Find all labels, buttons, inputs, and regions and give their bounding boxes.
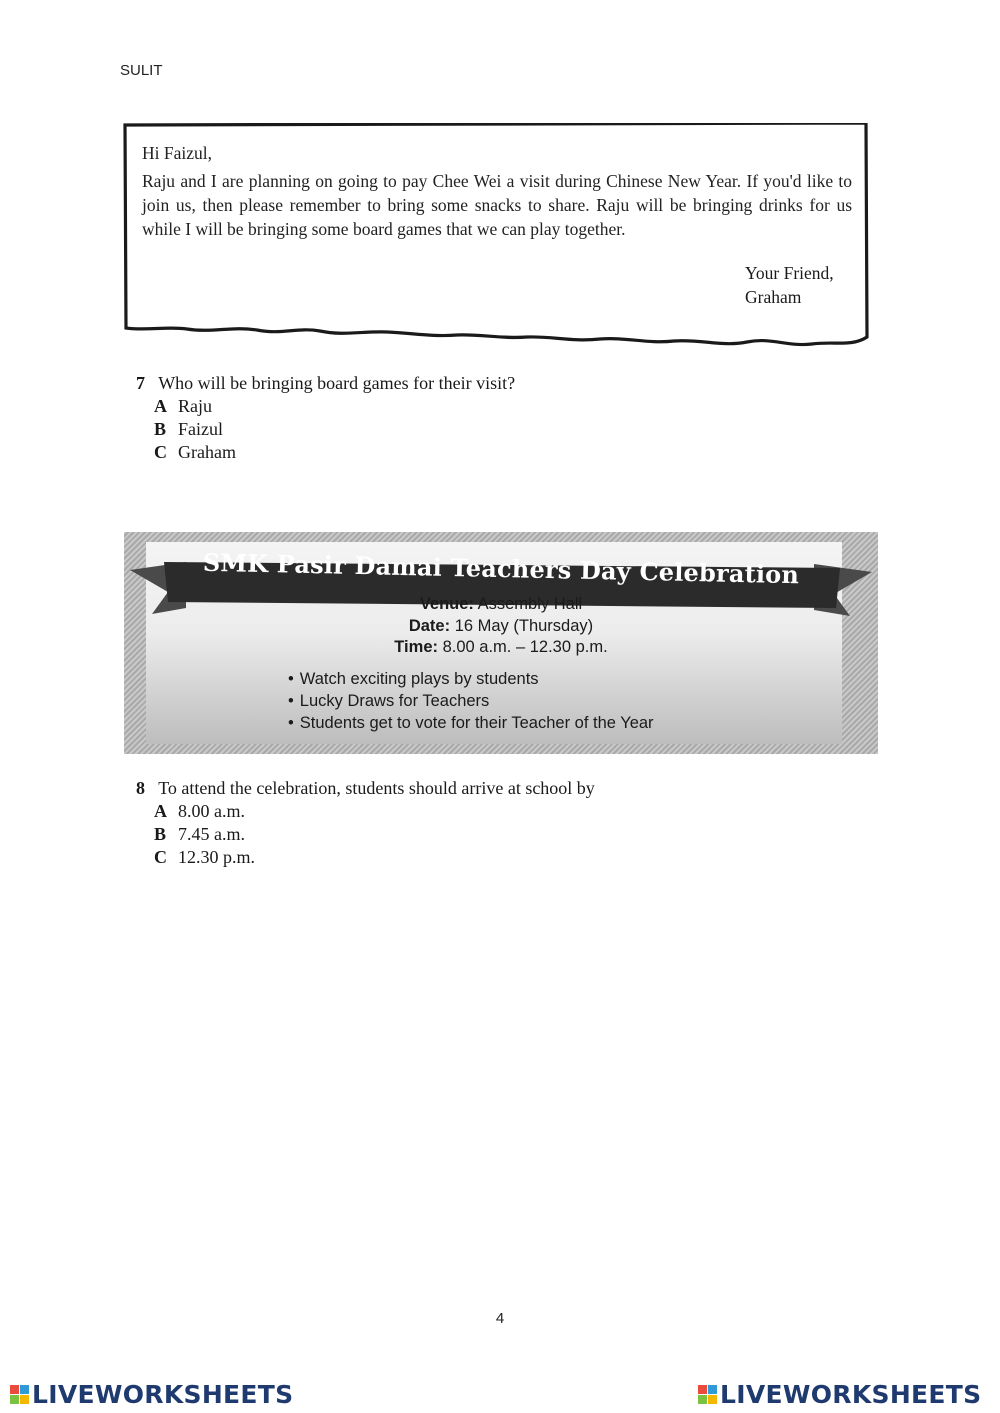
date-label: Date: <box>408 616 451 635</box>
option-text: Faizul <box>178 419 223 439</box>
option-letter: A <box>154 801 167 821</box>
question-8-number: 8 <box>136 778 145 798</box>
note-box <box>122 123 870 355</box>
brand-logo-left[interactable] <box>10 1380 293 1409</box>
poster-title: SMK Pasir Damai Teachers Day Celebration <box>202 547 800 590</box>
question-7-stem <box>136 372 515 395</box>
poster-time <box>124 637 878 659</box>
option-letter: A <box>154 396 167 416</box>
brand-text-right: LIVEWORKSHEETS <box>720 1380 982 1409</box>
signoff-closing: Your Friend, <box>745 263 834 283</box>
poster-bullet: • Watch exciting plays by students <box>288 668 654 690</box>
question-8 <box>136 777 595 869</box>
note-body: Raju and I are planning on going to pay Chee Wei a visit during Chinese New Year. If you'd like to join us, then please remember to bring some snacks to share. Raju will be bringing drinks for us while I will be bringing some board games that we can play together. <box>142 171 852 239</box>
brand-text-left: LIVEWORKSHEETS <box>32 1380 294 1409</box>
option-c[interactable] <box>154 846 595 869</box>
signoff-name: Graham <box>745 287 802 307</box>
option-letter: B <box>154 419 167 439</box>
event-poster <box>124 532 878 754</box>
question-7-options <box>136 395 515 464</box>
liveworksheets-logo-icon <box>10 1385 29 1404</box>
option-a[interactable] <box>154 395 515 418</box>
option-letter: B <box>154 824 167 844</box>
time-label: Time: <box>394 638 438 656</box>
date-value: 16 May (Thursday) <box>454 616 594 635</box>
poster-bullet: • Students get to vote for their Teacher of the Year <box>288 712 654 734</box>
option-c[interactable] <box>154 441 515 464</box>
option-b[interactable] <box>154 418 515 441</box>
option-text: 8.00 a.m. <box>178 801 245 821</box>
option-letter: C <box>154 442 167 462</box>
time-value: 8.00 a.m. – 12.30 p.m. <box>442 638 608 656</box>
venue-label: Venue: <box>419 595 474 613</box>
option-b[interactable] <box>154 823 595 846</box>
question-7-text: Who will be bringing board games for their visit? <box>158 373 516 393</box>
option-a[interactable] <box>154 800 595 823</box>
poster-details <box>124 594 878 659</box>
poster-bullet: • Lucky Draws for Teachers <box>288 690 654 712</box>
question-8-options <box>136 800 595 869</box>
option-text: Graham <box>178 442 236 462</box>
header-mark: SULIT <box>120 62 163 79</box>
note-signoff <box>745 261 834 309</box>
poster-bullets <box>288 668 654 734</box>
question-7 <box>136 372 515 464</box>
liveworksheets-logo-icon <box>698 1385 717 1404</box>
poster-date <box>124 616 878 638</box>
note-greeting: Hi Faizul, <box>142 143 212 163</box>
option-letter: C <box>154 847 167 867</box>
option-text: 12.30 p.m. <box>178 847 256 867</box>
question-7-number: 7 <box>136 373 145 393</box>
option-text: Raju <box>178 396 212 416</box>
option-text: 7.45 a.m. <box>178 824 245 844</box>
question-8-text: To attend the celebration, students should arrive at school by <box>158 778 595 798</box>
brand-logo-right[interactable] <box>698 1380 981 1409</box>
venue-value: Assembly Hall <box>477 595 583 613</box>
page-number: 4 <box>495 1310 505 1327</box>
question-8-stem <box>136 777 595 800</box>
poster-venue <box>124 594 878 616</box>
